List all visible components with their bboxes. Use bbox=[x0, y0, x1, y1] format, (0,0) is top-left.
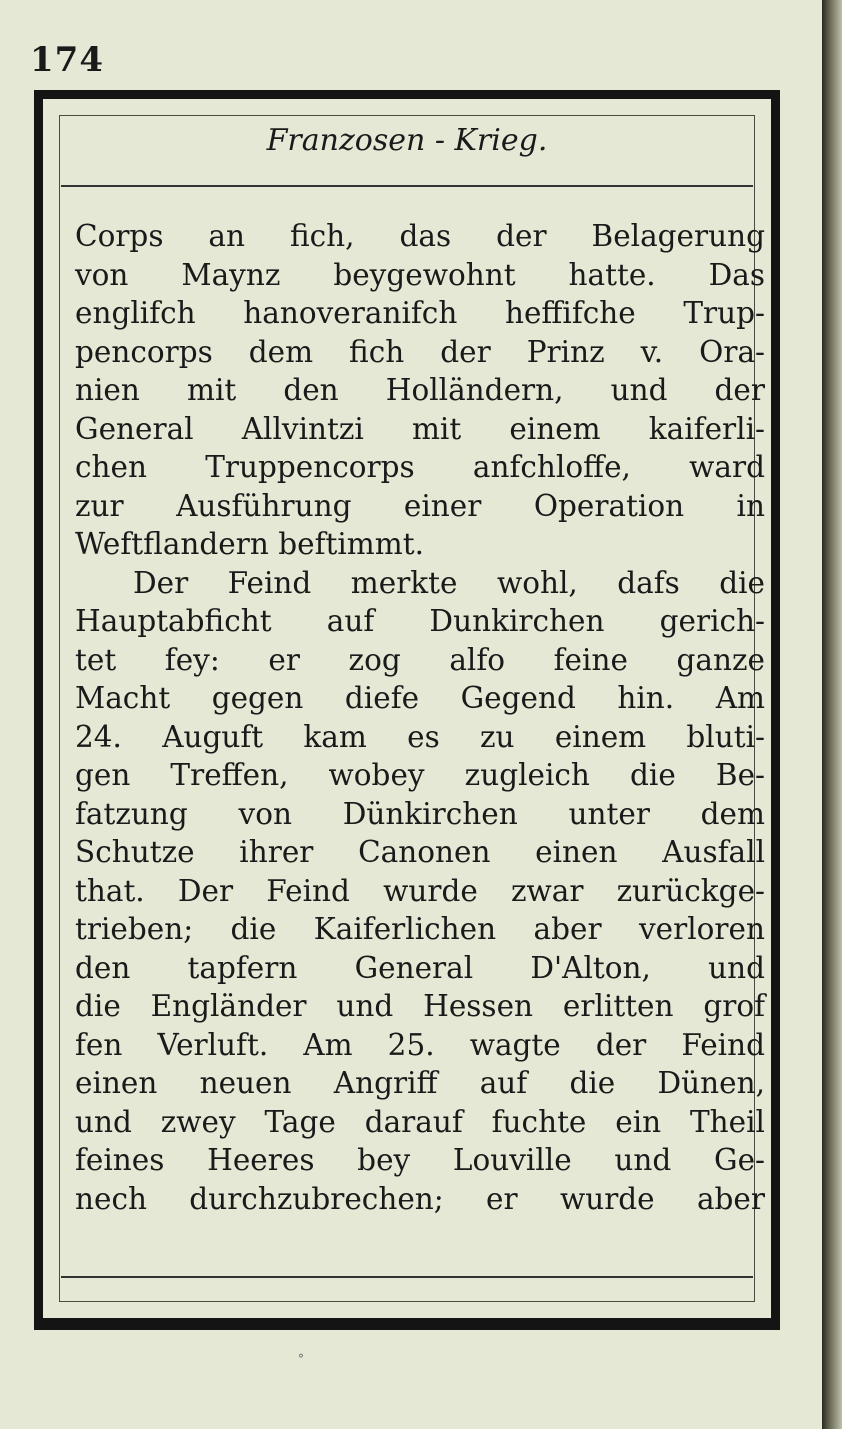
text-line: und zwey Tage darauf fuchte ein Theil bbox=[75, 1104, 765, 1139]
body-text bbox=[75, 217, 765, 1218]
text-line: pencorps dem fich der Prinz v. Ora- bbox=[75, 334, 765, 369]
text-line: trieben; die Kaiferlichen aber verloren bbox=[75, 912, 765, 946]
text-line: Corps an fich, das der Belagerung bbox=[75, 219, 765, 253]
text-line: von Maynz beygewohnt hatte. Das bbox=[75, 257, 765, 292]
text-line: Macht gegen diefe Gegend hin. Am bbox=[75, 681, 765, 715]
text-line: englifch hanoveranifch heffifche Trup- bbox=[75, 296, 765, 330]
text-line: 24. Auguft kam es zu einem bluti- bbox=[75, 719, 765, 754]
text-line: fen Verluft. Am 25. wagte der Feind bbox=[75, 1027, 765, 1062]
text-line: Hauptabficht auf Dunkirchen gerich- bbox=[75, 604, 765, 638]
text-line: chen Truppencorps anfchloffe, ward bbox=[75, 450, 765, 484]
bottom-mark: ° bbox=[298, 1352, 304, 1366]
text-line: den tapfern General D'Alton, und bbox=[75, 950, 765, 985]
text-frame bbox=[34, 90, 780, 1330]
text-line: zur Ausführung einer Operation in bbox=[75, 488, 765, 523]
text-line: nech durchzubrechen; er wurde aber bbox=[75, 1181, 765, 1216]
text-line: tet fey: er zog alfo feine ganze bbox=[75, 642, 765, 677]
text-line: Schutze ihrer Canonen einen Ausfall bbox=[75, 835, 765, 869]
text-line: Weftflandern beftimmt. bbox=[75, 527, 424, 561]
text-line: feines Heeres bey Louville und Ge- bbox=[75, 1143, 765, 1177]
text-line: einen neuen Angriff auf die Dünen, bbox=[75, 1066, 765, 1100]
running-head: Franzosen - Krieg. bbox=[266, 123, 548, 158]
text-line: that. Der Feind wurde zwar zurückge- bbox=[75, 873, 765, 908]
text-line: fatzung von Dünkirchen unter dem bbox=[75, 796, 765, 831]
page-number: 174 bbox=[30, 40, 104, 80]
text-line: nien mit den Holländern, und der bbox=[75, 373, 765, 407]
book-spine-edge bbox=[822, 0, 842, 1429]
header-rule bbox=[61, 185, 753, 187]
text-line: General Allvintzi mit einem kaiferli- bbox=[75, 411, 765, 446]
text-line: gen Treffen, wobey zugleich die Be- bbox=[75, 758, 765, 792]
text-line: die Engländer und Hessen erlitten grof bbox=[75, 989, 765, 1023]
text-line: Der Feind merkte wohl, dafs die bbox=[133, 565, 765, 600]
bottom-rule bbox=[61, 1276, 753, 1278]
